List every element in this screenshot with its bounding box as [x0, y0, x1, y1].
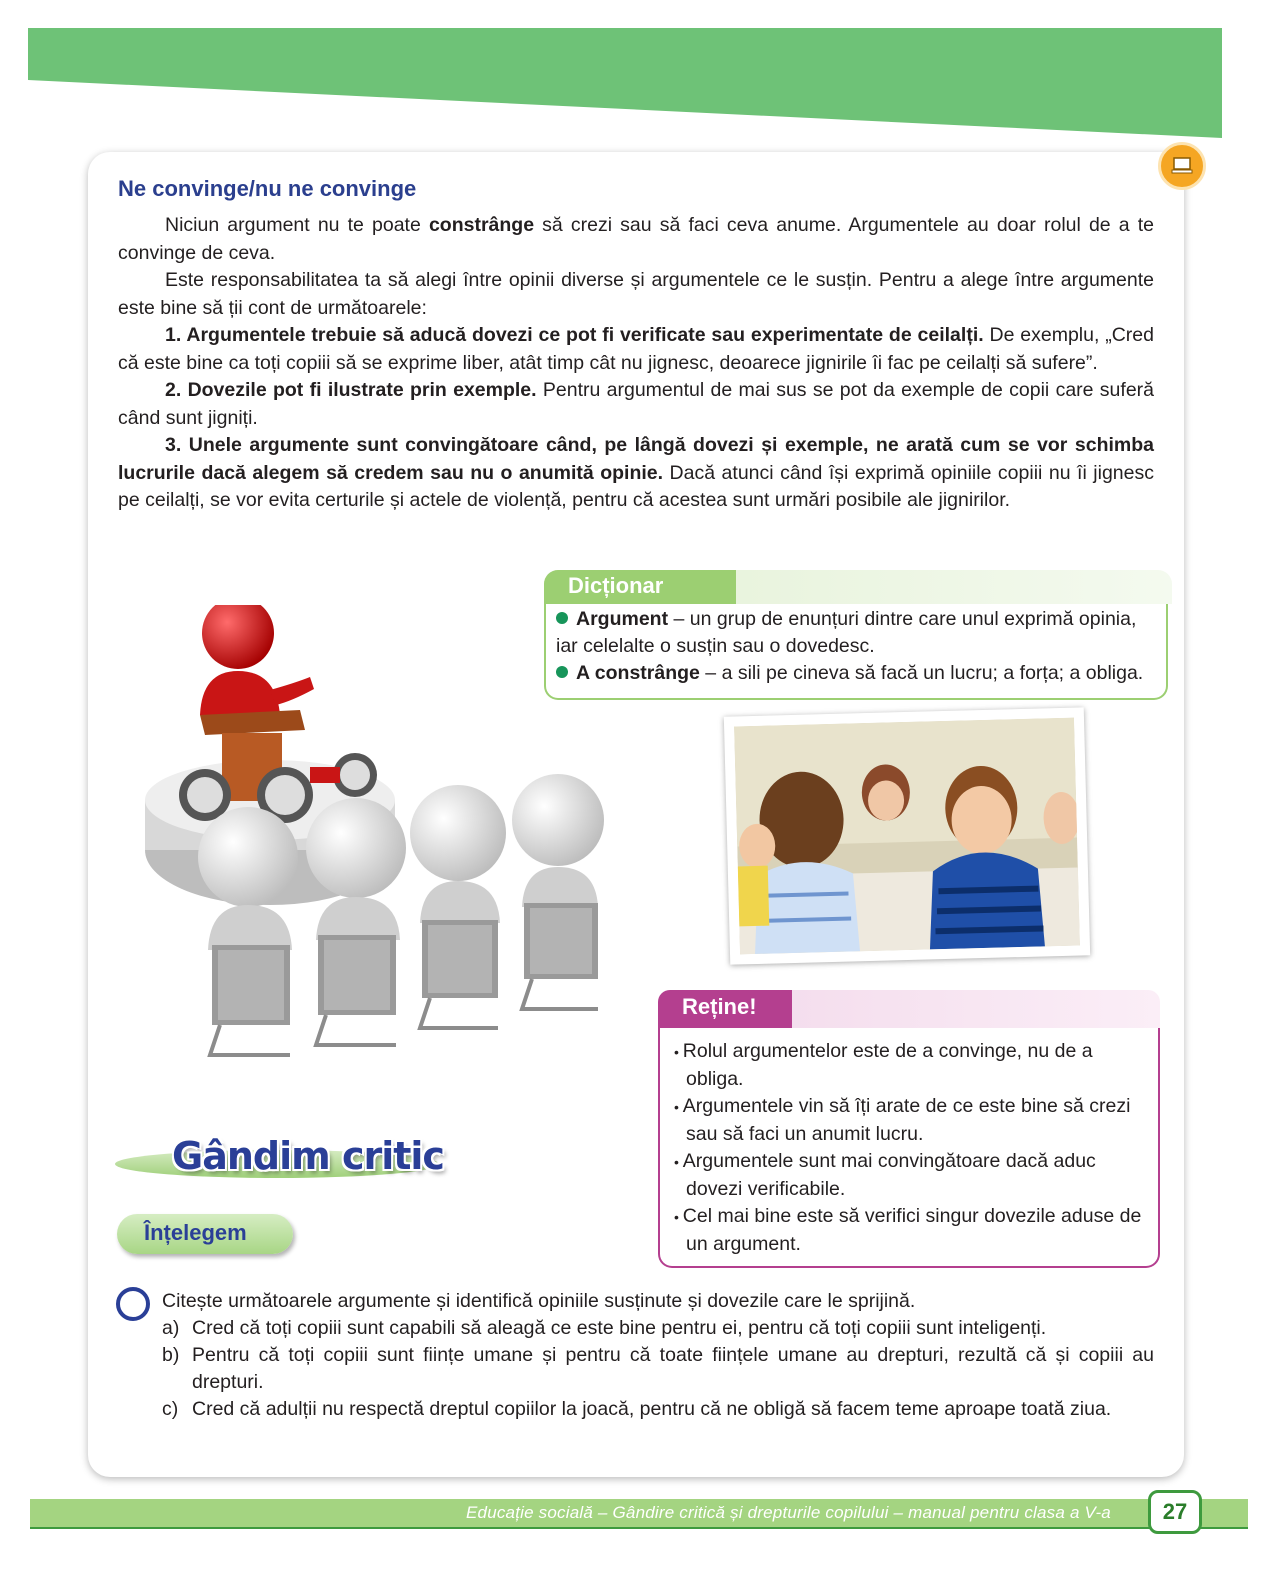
dictionary-entry: Argument – un grup de enunțuri dintre care unul exprimă opinia, iar celelalte o susțin sau o dovedesc. — [556, 608, 1137, 657]
exercise-item: b) Pentru că toți copiii sunt ființe umane și pentru că toate ființele umane au drepturi, rezultă că și copiii au drepturi. — [162, 1344, 1154, 1393]
list-item: • Argumentele vin să îți arate de ce este bine să crezi sau să faci un anumit lucru. — [674, 1093, 1144, 1148]
body-text — [118, 212, 1154, 515]
exercise-checkbox-circle[interactable] — [116, 1287, 150, 1321]
classroom-photo — [724, 707, 1090, 964]
intelegem-title: Înțelegem — [144, 1220, 247, 1245]
exercise-item: c) Cred că adulții nu respectă dreptul copiilor la joacă, pentru că ne obligă să facem teme aproape toată ziua. — [162, 1398, 1112, 1420]
paragraph-2: Este responsabilitatea ta să alegi între opinii diverse și argumentele ce le susțin. Pentru a alege între argumente este bine să ții cont de următoarele: — [118, 269, 1154, 319]
dictionary-title: Dicționar — [568, 573, 664, 598]
dictionary-header — [544, 570, 1172, 604]
list-item: • Argumentele sunt mai convingătoare dacă aduc dovezi verificabile. — [674, 1148, 1144, 1203]
list-item: • Rolul argumentelor este de a convinge, nu de a obliga. — [674, 1038, 1144, 1093]
top-banner — [0, 0, 1270, 150]
retine-list — [674, 1038, 1144, 1258]
section-title: Ne convinge/nu ne convinge — [118, 176, 417, 201]
dictionary-body — [544, 604, 1168, 700]
retine-box — [658, 990, 1160, 1270]
exercise-intro: Citește următoarele argumente și identifică opiniile susținute și dovezile care le sprijină. — [162, 1290, 916, 1312]
retine-body — [658, 1028, 1160, 1268]
paragraph-5: 3. Unele argumente sunt convingătoare când, pe lângă dovezi și exemple, ne arată cum se vor schimba lucrurile dacă alegem să credem sau nu o anumită opinie. Dacă atunci când își exprimă opiniile copiii nu îi jignesc pe ceilalți, se vor evita certurile și actele de violență, pentru că acestea sunt urmări posibile ale jignirilor. — [118, 434, 1154, 511]
exercise-item: a) Cred că toți copiii sunt capabili să aleagă ce este bine pentru ei, pentru că toți copiii sunt inteligenți. — [162, 1317, 1047, 1339]
dictionary-entry: A constrânge – a sili pe cineva să facă un lucru; a forța; a obliga. — [556, 660, 1156, 687]
gandim-critic-title: Gândim critic — [172, 1134, 444, 1178]
footer-text: Educație socială – Gândire critică și drepturile copilului – manual pentru clasa a V-a — [466, 1503, 1111, 1522]
paragraph-3: 1. Argumentele trebuie să aducă dovezi ce pot fi verificate sau experimentate de ceilalți. De exemplu, „Cred că este bine ca toți copiii să se exprime liber, atât timp cât nu jignesc, deoarece jignirile îi fac pe ceilalți să sufere”. — [118, 324, 1154, 374]
laptop-icon — [1158, 142, 1206, 190]
paragraph-1: Niciun argument nu te poate constrânge să crezi sau să faci ceva anume. Argumentele au doar rolul de a te convinge de ceva. — [118, 214, 1155, 264]
list-item: • Cel mai bine este să verifici singur dovezile aduse de un argument. — [674, 1203, 1144, 1258]
retine-title: Reține! — [682, 994, 757, 1019]
retine-header — [658, 990, 1160, 1028]
exercise-list — [162, 1315, 1154, 1423]
page-number: 27 — [1148, 1490, 1202, 1534]
dictionary-box — [544, 570, 1172, 702]
speaker-audience-illustration — [130, 605, 610, 1075]
paragraph-4: 2. Dovezile pot fi ilustrate prin exemple. Pentru argumentul de mai sus se pot da exemple de copii care suferă când sunt jigniți. — [118, 379, 1155, 429]
